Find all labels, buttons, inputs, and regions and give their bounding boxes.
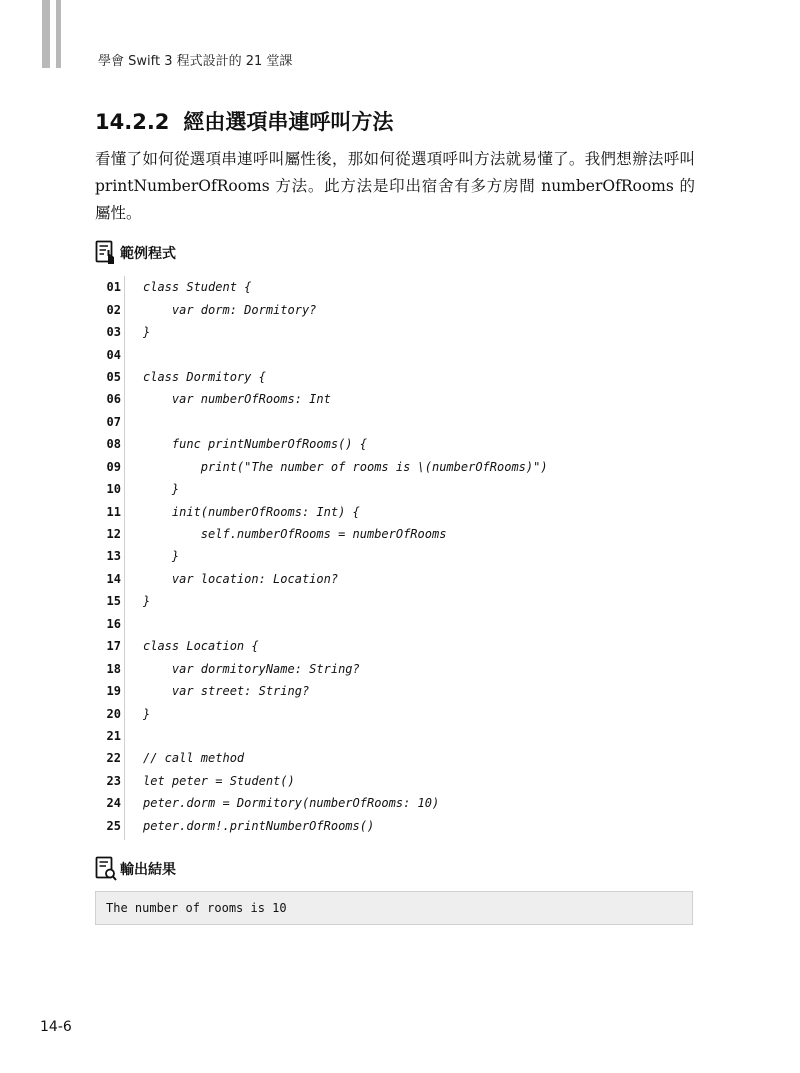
code-line (98, 725, 548, 747)
code-line (98, 657, 548, 679)
code-line (98, 298, 548, 320)
code-line (98, 792, 548, 814)
code-text: var location: Location? (143, 571, 339, 586)
code-text: class Dormitory { (143, 369, 266, 384)
line-number: 23 (106, 773, 121, 788)
code-text: let peter = Student() (143, 773, 295, 788)
line-number: 12 (106, 527, 121, 542)
code-line (98, 815, 548, 837)
output-result-icon (95, 856, 117, 882)
code-line (98, 388, 548, 410)
code-text: } (143, 549, 180, 564)
code-text: init(numberOfRooms: Int) { (143, 504, 360, 519)
section-number: 14.2.2 (95, 110, 170, 134)
code-line (98, 680, 548, 702)
code-text: var numberOfRooms: Int (143, 392, 331, 407)
line-number: 25 (106, 818, 121, 833)
line-number: 15 (106, 594, 121, 609)
line-number: 11 (106, 504, 121, 519)
header-bar-thin (56, 0, 61, 68)
line-number: 09 (106, 459, 121, 474)
line-number: 06 (106, 392, 121, 407)
code-line (98, 702, 548, 724)
code-line (98, 343, 548, 365)
code-text: } (143, 482, 180, 497)
code-text: self.numberOfRooms = numberOfRooms (143, 527, 447, 542)
line-number: 03 (106, 325, 121, 340)
code-line (98, 366, 548, 388)
line-number: 19 (106, 684, 121, 699)
code-line (98, 276, 548, 298)
output-label-row (95, 856, 176, 882)
code-text: peter.dorm = Dormitory(numberOfRooms: 10) (143, 796, 440, 811)
page-number: 14-6 (40, 1019, 72, 1035)
code-line (98, 411, 548, 433)
code-text: // call method (143, 751, 245, 766)
code-line (98, 770, 548, 792)
line-number: 13 (106, 549, 121, 564)
line-number: 05 (106, 369, 121, 384)
code-line (98, 635, 548, 657)
code-text: } (143, 594, 151, 609)
line-number: 20 (106, 706, 121, 721)
output-box: The number of rooms is 10 (95, 891, 693, 925)
code-text: var dorm: Dormitory? (143, 302, 317, 317)
line-number: 07 (106, 414, 121, 429)
code-line (98, 523, 548, 545)
code-text: } (143, 325, 151, 340)
section-heading: 經由選項串連呼叫方法 (183, 110, 394, 134)
code-line (98, 500, 548, 522)
line-number: 24 (106, 796, 121, 811)
code-line (98, 433, 548, 455)
line-number: 22 (106, 751, 121, 766)
code-line (98, 568, 548, 590)
output-label: 輸出結果 (120, 862, 176, 878)
code-line (98, 590, 548, 612)
code-text: print("The number of rooms is \(numberOfRooms)") (143, 459, 548, 474)
code-line (98, 321, 548, 343)
code-text: var dormitoryName: String? (143, 661, 360, 676)
line-number: 02 (106, 302, 121, 317)
line-number: 17 (106, 639, 121, 654)
line-number: 10 (106, 482, 121, 497)
line-number: 04 (106, 347, 121, 362)
line-number: 01 (106, 280, 121, 295)
header-bar-thick (42, 0, 50, 68)
code-text: class Student { (143, 280, 252, 295)
code-text: func printNumberOfRooms() { (143, 437, 367, 452)
line-number: 14 (106, 571, 121, 586)
section-title (95, 106, 393, 136)
running-header: 學會 Swift 3 程式設計的 21 堂課 (98, 54, 293, 69)
code-text: var street: String? (143, 684, 310, 699)
line-number: 16 (106, 616, 121, 631)
code-listing-icon (95, 240, 117, 266)
example-label: 範例程式 (120, 246, 176, 262)
code-line (98, 747, 548, 769)
body-paragraph: 看懂了如何從選項串連呼叫屬性後，那如何從選項呼叫方法就易懂了。我們想辦法呼叫 printNumberOfRooms 方法。此方法是印出宿舍有多方房間 numberOfRooms 的屬性。 (95, 150, 695, 222)
line-number: 08 (106, 437, 121, 452)
line-number: 21 (106, 728, 121, 743)
code-line (98, 545, 548, 567)
example-label-row (95, 240, 176, 266)
code-line (98, 613, 548, 635)
line-number: 18 (106, 661, 121, 676)
code-text: } (143, 706, 151, 721)
code-listing (98, 276, 548, 837)
code-line (98, 478, 548, 500)
code-line (98, 456, 548, 478)
code-text: class Location { (143, 639, 259, 654)
code-text: peter.dorm!.printNumberOfRooms() (143, 818, 375, 833)
